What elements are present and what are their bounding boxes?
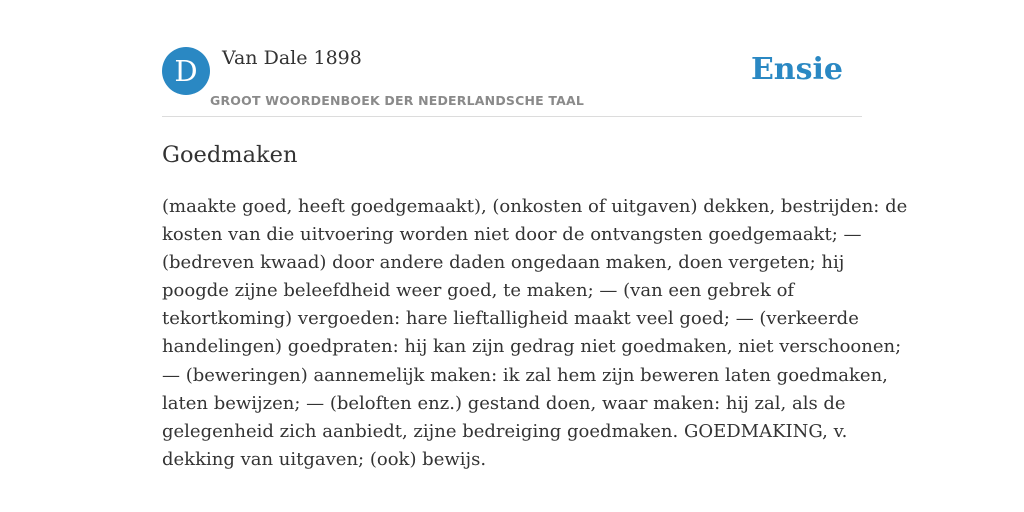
definition-line: dekking van uitgaven; (ook) bewijs. [162, 448, 487, 470]
entry-definition [162, 193, 908, 474]
definition-line: tekortkoming) vergoeden: hare lieftalligheid maakt veel goed; — (verkeerde [162, 308, 859, 330]
definition-line: (bedreven kwaad) door andere daden ongedaan maken, doen vergeten; hij [162, 252, 845, 274]
definition-line: poogde zijne beleefdheid weer goed, te maken; — (van een gebrek of [162, 280, 795, 302]
definition-line: handelingen) goedpraten: hij kan zijn gedrag niet goedmaken, niet verschoonen; [162, 336, 902, 358]
definition-line: — (beweringen) aannemelijk maken: ik zal hem zijn beweren laten goedmaken, [162, 364, 888, 386]
definition-line: (maakte goed, heeft goedgemaakt), (onkosten of uitgaven) dekken, bestrijden: de [162, 196, 908, 217]
source-header [162, 46, 862, 117]
source-name-link[interactable]: Van Dale 1898 [222, 47, 362, 69]
definition-line: gelegenheid zich aanbiedt, zijne bedreiging goedmaken. GOEDMAKING, v. [162, 420, 848, 442]
source-avatar[interactable]: D [162, 47, 210, 95]
entry-headword: Goedmaken [162, 142, 298, 168]
definition-line: kosten van die uitvoering worden niet door de ontvangsten goedgemaakt; — [162, 224, 862, 246]
brand-logo[interactable]: Ensie [750, 52, 843, 87]
source-subtitle: GROOT WOORDENBOEK DER NEDERLANDSCHE TAAL [210, 93, 585, 108]
definition-line: laten bewijzen; — (beloften enz.) gestand doen, waar maken: hij zal, als de [162, 392, 846, 414]
